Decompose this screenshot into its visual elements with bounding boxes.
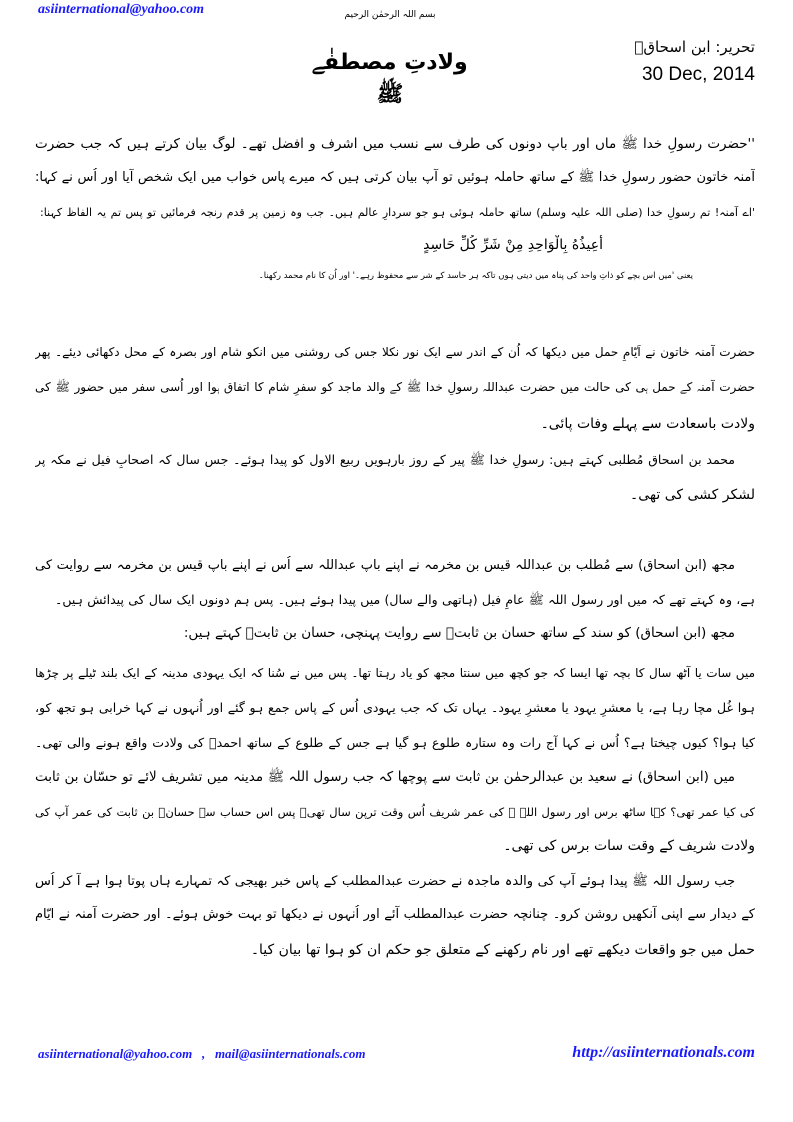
paragraph-line: ہے، وہ کہتے تھے کہ میں اور رسول اللہ ﷺ عامِ فیل (ہاتھی والے سال) میں پیدا ہوئے ہیں۔ پس ہم دونوں ایک سال کی پیدائش ہیں۔ <box>55 592 755 607</box>
author: تحریر: ابن اسحاقؒ <box>634 38 755 56</box>
footer-url-link[interactable]: http://asiinternationals.com <box>572 1044 755 1061</box>
arabic-dua: أُعِيذُهُ بِالْوَاحِدِ مِنْ شَرِّ كُلِّ حَاسِدٍ <box>423 237 603 253</box>
paragraph-line: کیا ہوا؟ کیوں چیختا ہے؟ اُس نے کہا آج رات وہ ستارہ طلوع ہو گیا ہے جس کے طلوع کے ساتھ احمدؐ کی ولادت واقع ہونے والی تھی۔ <box>35 735 755 750</box>
paragraph-line: مجھ (ابن اسحاق) سے مُطلب بن عبداللہ قیس بن مخرمہ نے اپنے باپ عبداللہ سے اُس نے اپنے باپ قیس بن مخرمہ سے روایت کی <box>35 558 735 573</box>
paragraph-line: 'اے آمنہ! تم رسولِ خدا (صلی اللہ علیہ وسلم) ساتھ حاملہ ہوئی ہو جو سردارِ عالم ہیں۔ جب وہ زمین پر قدم رنجہ فرمائیں تو پس تم یہ الفاظ کہنا: <box>40 206 755 219</box>
paragraph-line: حضرت آمنہ کے حمل ہی کی حالت میں حضرت عبداللہ رسولِ خدا ﷺ کے والد ماجد کو سفرِ شام کا اتفاق ہوا اور اُسی سفر میں حضور ﷺ کی <box>35 380 755 394</box>
paragraph-line: محمد بن اسحاق مُطلبی کہتے ہیں: رسولِ خدا ﷺ پیر کے روز بارہویں ربیع الاول کو پیدا ہوئے۔ جس سال کہ اصحابِ فیل نے مکہ پر <box>35 452 735 467</box>
paragraph-line: لشکر کشی کی تھی۔ <box>630 487 755 503</box>
paragraph-line: ولادت شریف کے وقت سات برس کی تھی۔ <box>503 838 755 854</box>
paragraph-line: کے دیدار سے اپنی آنکھیں روشن کرو۔ چنانچہ حضرت عبدالمطلب آئے اور اُنہوں نے دیکھا تو بہت خوش ہوئے۔ اور حضرت آمنہ نے ایّام <box>35 907 755 922</box>
footer-emails[interactable]: asiinternational@yahoo.com , mail@asiinternationals.com <box>38 1046 366 1061</box>
paragraph-line: حمل میں جو واقعات دیکھے تھے اور نام رکھنے کے متعلق جو حکم ان کو ہوا تھا بیان کیا۔ <box>250 942 755 958</box>
paragraph-line: میں (ابن اسحاق) نے سعید بن عبدالرحمٰن بن ثابت سے پوچھا کہ جب رسول اللہ ﷺ مدینہ میں تشریف لائے تو حسّان بن ثابت <box>35 769 735 785</box>
paragraph-line: میں سات یا آٹھ سال کا بچہ تھا ایسا کہ جو کچھ میں سنتا مجھ کو یاد رہتا تھا۔ پس میں نے سُنا کہ ایک یہودی مدینہ کے ایک بلند ٹیلے پر چڑھا <box>35 666 755 680</box>
paragraph-line: یعنی 'میں اس بچے کو ذاتِ واحد کی پناہ میں دیتی ہوں تاکہ ہر حاسد کے شر سے محفوظ رہے۔' اور اُن کا نام محمد رکھنا۔ <box>258 271 693 281</box>
paragraph-line: کی کیا عمر تھی؟ کہا ساٹھ برس اور رسول اللہ ﷺ کی عمر شریف اُس وقت ترپن سال تھی۔ پس اس حساب سے حسانؓ بن ثابت کی عمر آپ کی <box>35 805 755 819</box>
paragraph-line: مجھ (ابن اسحاق) کو سند کے ساتھ حسان بن ثابتؓ سے روایت پہنچی، حسان بن ثابتؓ کہتے ہیں: <box>183 625 735 641</box>
header-email[interactable]: asiinternational@yahoo.com <box>38 2 205 17</box>
paragraph-line: ''حضرت رسولِ خدا ﷺ ماں اور باپ دونوں کی طرف سے نسب میں اشرف و افضل تھے۔ لوگ بیان کرتے ہیں کہ جب حضرت <box>35 136 755 152</box>
bismillah: بسم اللہ الرحمٰن الرحیم <box>344 10 436 20</box>
paragraph-line: ولادت باسعادت سے پہلے وفات پائی۔ <box>540 416 755 432</box>
paragraph-line: ہوا غُل مچا رہا ہے، یا معشرِ یہود یا معشرِ یہود۔ یہاں تک کہ جب یہودی اُس کے پاس جمع ہو گئے اور اُنہوں نے کہا خرابی ہو تجھ کو، <box>35 700 755 715</box>
paragraph-line: جب رسول اللہ ﷺ پیدا ہوئے آپ کی والدہ ماجدہ نے حضرت عبدالمطلب کے پاس خبر بھیجی کہ تمہارے ہاں پوتا ہوا ہے آ کر اُس <box>35 874 735 889</box>
page-title: ولادتِ مصطفٰے ﷺ <box>312 50 468 107</box>
date: 30 Dec, 2014 <box>641 64 755 85</box>
paragraph-line: آمنہ خاتون حضور رسولِ خدا ﷺ کے ساتھ حاملہ ہوئیں تو آپ بیان کرتی ہیں کہ میرے پاس خواب میں ایک شخص آیا اور اُس نے کہا: <box>35 170 755 185</box>
paragraph-line: حضرت آمنہ خاتون نے اَیّامِ حمل میں دیکھا کہ اُن کے اندر سے ایک نور نکلا جس کی روشنی میں انکو شام اور بصرہ کے محل دکھائی دیئے۔ پھر <box>35 345 755 359</box>
